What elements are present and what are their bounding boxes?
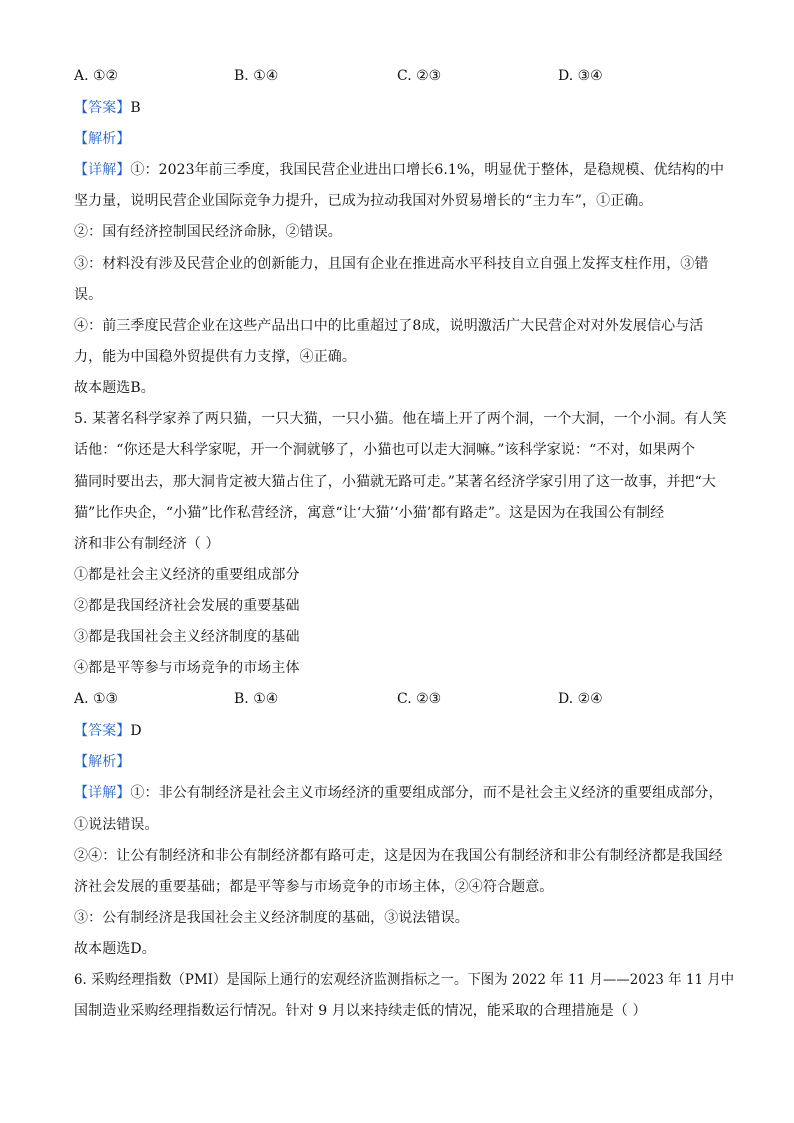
q4-answer — [74, 98, 734, 118]
q5-analysis-tag: 【解析】 — [74, 754, 131, 770]
q4-detail-line: 力，能为中国稳外贸提供有力支撑，④正确。 — [74, 349, 356, 365]
q4-analysis-tag: 【解析】 — [74, 131, 131, 147]
q5-item: ④都是平等参与市场竞争的市场主体 — [74, 660, 300, 676]
q5-answer — [74, 721, 734, 741]
detail-tag: 【详解】 — [74, 785, 131, 801]
q5-item: ②都是我国经济社会发展的重要基础 — [74, 598, 300, 614]
q4-detail-line: ④：前三季度民营企业在这些产品出口中的比重超过了8成，说明激活广大民营企对对外发展信心与活 — [74, 318, 704, 334]
q5-item: ①都是社会主义经济的重要组成部分 — [74, 567, 300, 583]
q4-detail-line: ②：国有经济控制国民经济命脉，②错误。 — [74, 224, 342, 240]
q5-options — [74, 689, 734, 709]
q5-option-b: B. ①④ — [234, 691, 279, 707]
q5-option-d: D. ②④ — [558, 691, 603, 707]
q5-option-c: C. ②③ — [397, 691, 442, 707]
q5-stem-line: 话他：“你还是大科学家呢，开一个洞就够了，小猫也可以走大洞嘛。”该科学家说：“不对，如果两个 — [74, 442, 696, 458]
q5-item: ③都是我国社会主义经济制度的基础 — [74, 629, 300, 645]
answer-value: B — [130, 100, 141, 116]
answer-value: D — [130, 723, 142, 739]
q5-stem-line: 猫”比作央企，“小猫”比作私营经济，寓意“让‘大猫’‘小猫’都有路走”。这是因为在我国公有制经 — [74, 505, 665, 521]
q4-option-b: B. ①④ — [234, 68, 279, 84]
answer-tag: 【答案】 — [74, 723, 131, 739]
q5-detail-line: ②④：让公有制经济和非公有制经济都有路可走，这是因为在我国公有制经济和非公有制经济都是我国经 — [74, 848, 723, 864]
q6-stem-line: 国制造业采购经理指数运行情况。针对 9 月以来持续走低的情况，能采取的合理措施是（ ） — [74, 1003, 647, 1019]
q4-option-d: D. ③④ — [558, 68, 603, 84]
q5-detail-line: ①说法错误。 — [74, 817, 159, 833]
q4-detail-line: 误。 — [74, 287, 103, 303]
q5-detail-line: 济社会发展的重要基础；都是平等参与市场竞争的市场主体，②④符合题意。 — [74, 879, 554, 895]
q4-detail-line: 【详解】①：2023年前三季度，我国民营企业进出口增长6.1%，明显优于整体，是稳规模、优结构的中 — [74, 162, 725, 178]
q4-detail-line: 坚力量，说明民营企业国际竞争力提升，已成为拉动我国对外贸易增长的“主力车”，①正确。 — [74, 193, 653, 209]
answer-tag: 【答案】 — [74, 100, 131, 116]
q5-detail-line: ③：公有制经济是我国社会主义经济制度的基础，③说法错误。 — [74, 910, 469, 926]
q5-conclusion: 故本题选D。 — [74, 941, 156, 957]
q5-option-a: A. ①③ — [74, 691, 119, 707]
q4-options — [74, 66, 734, 86]
q5-stem-line: 5. 某著名科学家养了两只猫，一只大猫，一只小猫。他在墙上开了两个洞，一个大洞，一个小洞。有人笑 — [74, 411, 727, 427]
q4-option-c: C. ②③ — [397, 68, 442, 84]
q4-detail-line: ③：材料没有涉及民营企业的创新能力，且国有企业在推进高水平科技自立自强上发挥支柱作用，③错 — [74, 256, 709, 272]
q4-option-a: A. ①② — [74, 68, 119, 84]
q5-stem-line: 猫同时要出去，那大洞肯定被大猫占住了，小猫就无路可走。”某著名经济学家引用了这一故事，并把“大 — [74, 474, 717, 490]
q5-stem-line: 济和非公有制经济（ ） — [74, 536, 220, 552]
q6-stem-line: 6. 采购经理指数（PMI）是国际上通行的宏观经济监测指标之一。下图为 2022 年 11 月——2023 年 11 月中 — [74, 972, 735, 988]
detail-tag: 【详解】 — [74, 162, 131, 178]
q4-conclusion: 故本题选B。 — [74, 380, 155, 396]
q5-detail-line: 【详解】①：非公有制经济是社会主义市场经济的重要组成部分，而不是社会主义经济的重要组成部分， — [74, 785, 723, 801]
